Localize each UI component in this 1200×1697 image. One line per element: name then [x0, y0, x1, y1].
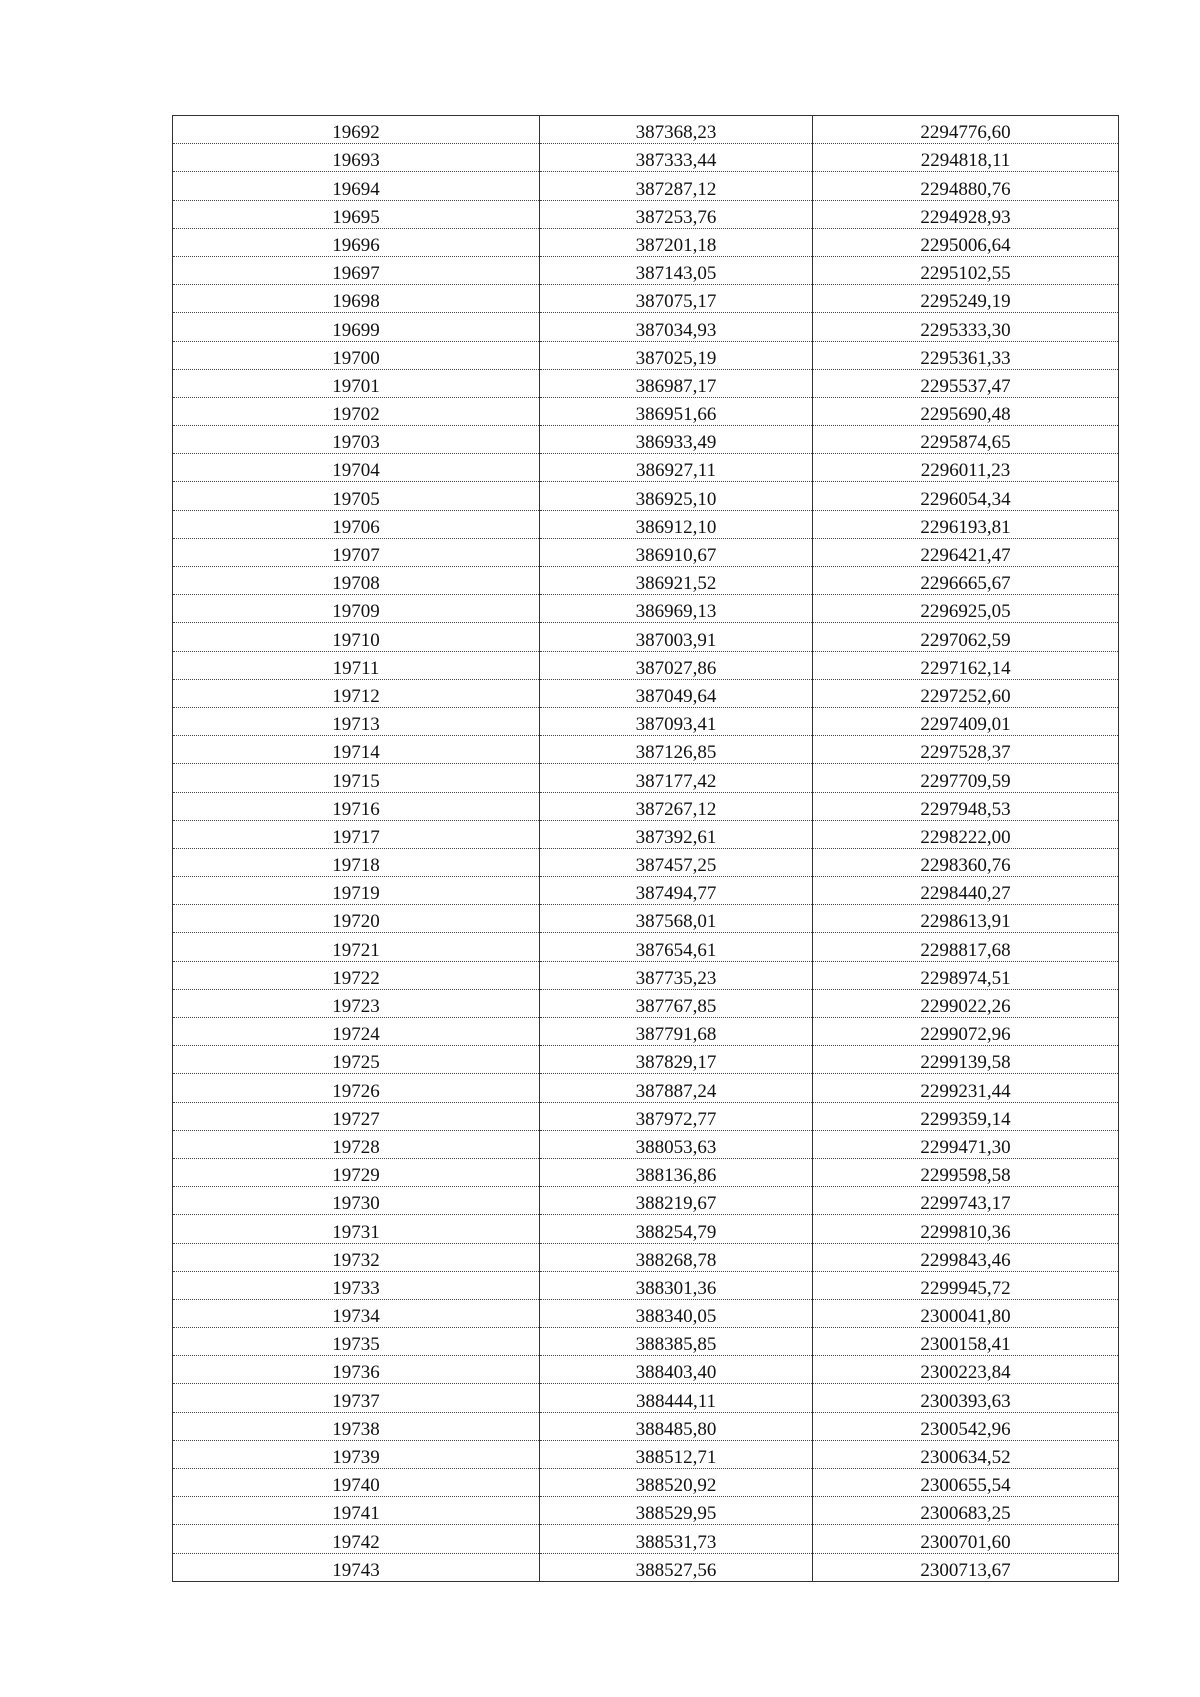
x-coordinate-cell: 388444,11: [540, 1384, 813, 1412]
y-coordinate-cell: 2299471,30: [813, 1130, 1119, 1158]
table-row: [173, 1215, 1119, 1243]
y-coordinate-cell: 2296054,34: [813, 482, 1119, 510]
table-row: [173, 256, 1119, 284]
point-number-cell: 19738: [173, 1412, 540, 1440]
x-coordinate-cell: 388340,05: [540, 1299, 813, 1327]
table-row: [173, 510, 1119, 538]
y-coordinate-cell: 2299231,44: [813, 1074, 1119, 1102]
table-row: [173, 1074, 1119, 1102]
y-coordinate-cell: 2300683,25: [813, 1497, 1119, 1525]
table-row: [173, 1158, 1119, 1186]
point-number-cell: 19741: [173, 1497, 540, 1525]
x-coordinate-cell: 386910,67: [540, 538, 813, 566]
y-coordinate-cell: 2297528,37: [813, 736, 1119, 764]
x-coordinate-cell: 387368,23: [540, 116, 813, 144]
y-coordinate-cell: 2300713,67: [813, 1553, 1119, 1581]
y-coordinate-cell: 2299945,72: [813, 1271, 1119, 1299]
y-coordinate-cell: 2297709,59: [813, 764, 1119, 792]
table-row: [173, 1299, 1119, 1327]
table-row: [173, 1243, 1119, 1271]
point-number-cell: 19693: [173, 144, 540, 172]
x-coordinate-cell: 387201,18: [540, 228, 813, 256]
point-number-cell: 19733: [173, 1271, 540, 1299]
x-coordinate-cell: 386933,49: [540, 426, 813, 454]
point-number-cell: 19711: [173, 651, 540, 679]
table-row: [173, 144, 1119, 172]
y-coordinate-cell: 2300701,60: [813, 1525, 1119, 1553]
table-row: [173, 1412, 1119, 1440]
y-coordinate-cell: 2298613,91: [813, 905, 1119, 933]
point-number-cell: 19732: [173, 1243, 540, 1271]
point-number-cell: 19714: [173, 736, 540, 764]
table-row: [173, 482, 1119, 510]
y-coordinate-cell: 2294928,93: [813, 200, 1119, 228]
coordinates-table: [172, 115, 1119, 1582]
point-number-cell: 19726: [173, 1074, 540, 1102]
y-coordinate-cell: 2294776,60: [813, 116, 1119, 144]
point-number-cell: 19731: [173, 1215, 540, 1243]
point-number-cell: 19735: [173, 1328, 540, 1356]
point-number-cell: 19706: [173, 510, 540, 538]
x-coordinate-cell: 387177,42: [540, 764, 813, 792]
point-number-cell: 19710: [173, 623, 540, 651]
point-number-cell: 19692: [173, 116, 540, 144]
y-coordinate-cell: 2296925,05: [813, 595, 1119, 623]
point-number-cell: 19697: [173, 256, 540, 284]
x-coordinate-cell: 388403,40: [540, 1356, 813, 1384]
table-row: [173, 989, 1119, 1017]
table-row: [173, 116, 1119, 144]
table-row: [173, 707, 1119, 735]
y-coordinate-cell: 2300542,96: [813, 1412, 1119, 1440]
y-coordinate-cell: 2295361,33: [813, 341, 1119, 369]
x-coordinate-cell: 388136,86: [540, 1158, 813, 1186]
y-coordinate-cell: 2300158,41: [813, 1328, 1119, 1356]
point-number-cell: 19725: [173, 1046, 540, 1074]
x-coordinate-cell: 388219,67: [540, 1187, 813, 1215]
x-coordinate-cell: 387075,17: [540, 285, 813, 313]
x-coordinate-cell: 387093,41: [540, 707, 813, 735]
y-coordinate-cell: 2297062,59: [813, 623, 1119, 651]
x-coordinate-cell: 388301,36: [540, 1271, 813, 1299]
table-row: [173, 792, 1119, 820]
point-number-cell: 19717: [173, 820, 540, 848]
x-coordinate-cell: 388053,63: [540, 1130, 813, 1158]
y-coordinate-cell: 2299072,96: [813, 1018, 1119, 1046]
point-number-cell: 19696: [173, 228, 540, 256]
point-number-cell: 19705: [173, 482, 540, 510]
x-coordinate-cell: 387049,64: [540, 679, 813, 707]
point-number-cell: 19713: [173, 707, 540, 735]
table-row: [173, 1187, 1119, 1215]
table-row: [173, 313, 1119, 341]
x-coordinate-cell: 387287,12: [540, 172, 813, 200]
point-number-cell: 19703: [173, 426, 540, 454]
y-coordinate-cell: 2295690,48: [813, 397, 1119, 425]
y-coordinate-cell: 2298974,51: [813, 961, 1119, 989]
table-row: [173, 1102, 1119, 1130]
point-number-cell: 19742: [173, 1525, 540, 1553]
x-coordinate-cell: 386912,10: [540, 510, 813, 538]
x-coordinate-cell: 387253,76: [540, 200, 813, 228]
table-row: [173, 933, 1119, 961]
y-coordinate-cell: 2298360,76: [813, 848, 1119, 876]
x-coordinate-cell: 386987,17: [540, 369, 813, 397]
x-coordinate-cell: 387027,86: [540, 651, 813, 679]
table-row: [173, 1525, 1119, 1553]
point-number-cell: 19695: [173, 200, 540, 228]
table-row: [173, 623, 1119, 651]
table-row: [173, 426, 1119, 454]
y-coordinate-cell: 2296421,47: [813, 538, 1119, 566]
y-coordinate-cell: 2296665,67: [813, 567, 1119, 595]
table-row: [173, 1356, 1119, 1384]
x-coordinate-cell: 388527,56: [540, 1553, 813, 1581]
point-number-cell: 19701: [173, 369, 540, 397]
table-row: [173, 369, 1119, 397]
table-row: [173, 285, 1119, 313]
table-row: [173, 1018, 1119, 1046]
table-row: [173, 905, 1119, 933]
x-coordinate-cell: 387767,85: [540, 989, 813, 1017]
x-coordinate-cell: 387267,12: [540, 792, 813, 820]
point-number-cell: 19700: [173, 341, 540, 369]
point-number-cell: 19699: [173, 313, 540, 341]
y-coordinate-cell: 2295006,64: [813, 228, 1119, 256]
y-coordinate-cell: 2298222,00: [813, 820, 1119, 848]
y-coordinate-cell: 2297409,01: [813, 707, 1119, 735]
table-row: [173, 1440, 1119, 1468]
table-row: [173, 200, 1119, 228]
x-coordinate-cell: 388512,71: [540, 1440, 813, 1468]
point-number-cell: 19727: [173, 1102, 540, 1130]
point-number-cell: 19712: [173, 679, 540, 707]
table-row: [173, 1130, 1119, 1158]
x-coordinate-cell: 388531,73: [540, 1525, 813, 1553]
x-coordinate-cell: 387735,23: [540, 961, 813, 989]
y-coordinate-cell: 2299598,58: [813, 1158, 1119, 1186]
x-coordinate-cell: 388529,95: [540, 1497, 813, 1525]
point-number-cell: 19743: [173, 1553, 540, 1581]
x-coordinate-cell: 386925,10: [540, 482, 813, 510]
y-coordinate-cell: 2299810,36: [813, 1215, 1119, 1243]
x-coordinate-cell: 388485,80: [540, 1412, 813, 1440]
y-coordinate-cell: 2295537,47: [813, 369, 1119, 397]
point-number-cell: 19698: [173, 285, 540, 313]
y-coordinate-cell: 2295874,65: [813, 426, 1119, 454]
point-number-cell: 19729: [173, 1158, 540, 1186]
table-row: [173, 454, 1119, 482]
point-number-cell: 19721: [173, 933, 540, 961]
table-row: [173, 764, 1119, 792]
x-coordinate-cell: 388268,78: [540, 1243, 813, 1271]
y-coordinate-cell: 2297252,60: [813, 679, 1119, 707]
table-row: [173, 651, 1119, 679]
point-number-cell: 19704: [173, 454, 540, 482]
point-number-cell: 19739: [173, 1440, 540, 1468]
point-number-cell: 19708: [173, 567, 540, 595]
point-number-cell: 19707: [173, 538, 540, 566]
x-coordinate-cell: 387791,68: [540, 1018, 813, 1046]
point-number-cell: 19736: [173, 1356, 540, 1384]
table-row: [173, 877, 1119, 905]
table-row: [173, 172, 1119, 200]
y-coordinate-cell: 2300041,80: [813, 1299, 1119, 1327]
y-coordinate-cell: 2296011,23: [813, 454, 1119, 482]
table-row: [173, 567, 1119, 595]
x-coordinate-cell: 387333,44: [540, 144, 813, 172]
table-row: [173, 679, 1119, 707]
table-row: [173, 595, 1119, 623]
x-coordinate-cell: 388385,85: [540, 1328, 813, 1356]
table-row: [173, 397, 1119, 425]
point-number-cell: 19728: [173, 1130, 540, 1158]
y-coordinate-cell: 2297948,53: [813, 792, 1119, 820]
x-coordinate-cell: 386921,52: [540, 567, 813, 595]
x-coordinate-cell: 387654,61: [540, 933, 813, 961]
point-number-cell: 19718: [173, 848, 540, 876]
y-coordinate-cell: 2300393,63: [813, 1384, 1119, 1412]
y-coordinate-cell: 2299743,17: [813, 1187, 1119, 1215]
y-coordinate-cell: 2298440,27: [813, 877, 1119, 905]
x-coordinate-cell: 387392,61: [540, 820, 813, 848]
y-coordinate-cell: 2300634,52: [813, 1440, 1119, 1468]
table-row: [173, 736, 1119, 764]
y-coordinate-cell: 2294880,76: [813, 172, 1119, 200]
x-coordinate-cell: 387457,25: [540, 848, 813, 876]
point-number-cell: 19734: [173, 1299, 540, 1327]
x-coordinate-cell: 387887,24: [540, 1074, 813, 1102]
y-coordinate-cell: 2295102,55: [813, 256, 1119, 284]
table-row: [173, 341, 1119, 369]
x-coordinate-cell: 387025,19: [540, 341, 813, 369]
x-coordinate-cell: 387494,77: [540, 877, 813, 905]
x-coordinate-cell: 387972,77: [540, 1102, 813, 1130]
x-coordinate-cell: 386951,66: [540, 397, 813, 425]
point-number-cell: 19740: [173, 1469, 540, 1497]
table-row: [173, 1497, 1119, 1525]
point-number-cell: 19702: [173, 397, 540, 425]
x-coordinate-cell: 387003,91: [540, 623, 813, 651]
point-number-cell: 19720: [173, 905, 540, 933]
x-coordinate-cell: 387126,85: [540, 736, 813, 764]
table-row: [173, 1328, 1119, 1356]
table-row: [173, 820, 1119, 848]
x-coordinate-cell: 387034,93: [540, 313, 813, 341]
table-row: [173, 1384, 1119, 1412]
y-coordinate-cell: 2296193,81: [813, 510, 1119, 538]
table-row: [173, 848, 1119, 876]
table-row: [173, 1469, 1119, 1497]
x-coordinate-cell: 387143,05: [540, 256, 813, 284]
coordinates-table-body: [173, 116, 1119, 1582]
y-coordinate-cell: 2299359,14: [813, 1102, 1119, 1130]
table-row: [173, 538, 1119, 566]
point-number-cell: 19694: [173, 172, 540, 200]
point-number-cell: 19715: [173, 764, 540, 792]
y-coordinate-cell: 2299843,46: [813, 1243, 1119, 1271]
y-coordinate-cell: 2300655,54: [813, 1469, 1119, 1497]
y-coordinate-cell: 2298817,68: [813, 933, 1119, 961]
table-row: [173, 1553, 1119, 1581]
point-number-cell: 19724: [173, 1018, 540, 1046]
table-row: [173, 1271, 1119, 1299]
x-coordinate-cell: 388254,79: [540, 1215, 813, 1243]
x-coordinate-cell: 388520,92: [540, 1469, 813, 1497]
point-number-cell: 19719: [173, 877, 540, 905]
table-row: [173, 961, 1119, 989]
table-row: [173, 228, 1119, 256]
y-coordinate-cell: 2294818,11: [813, 144, 1119, 172]
table-row: [173, 1046, 1119, 1074]
point-number-cell: 19716: [173, 792, 540, 820]
x-coordinate-cell: 387568,01: [540, 905, 813, 933]
point-number-cell: 19730: [173, 1187, 540, 1215]
y-coordinate-cell: 2299022,26: [813, 989, 1119, 1017]
point-number-cell: 19722: [173, 961, 540, 989]
y-coordinate-cell: 2295249,19: [813, 285, 1119, 313]
point-number-cell: 19709: [173, 595, 540, 623]
x-coordinate-cell: 386969,13: [540, 595, 813, 623]
x-coordinate-cell: 386927,11: [540, 454, 813, 482]
point-number-cell: 19737: [173, 1384, 540, 1412]
y-coordinate-cell: 2300223,84: [813, 1356, 1119, 1384]
y-coordinate-cell: 2297162,14: [813, 651, 1119, 679]
point-number-cell: 19723: [173, 989, 540, 1017]
x-coordinate-cell: 387829,17: [540, 1046, 813, 1074]
y-coordinate-cell: 2295333,30: [813, 313, 1119, 341]
y-coordinate-cell: 2299139,58: [813, 1046, 1119, 1074]
